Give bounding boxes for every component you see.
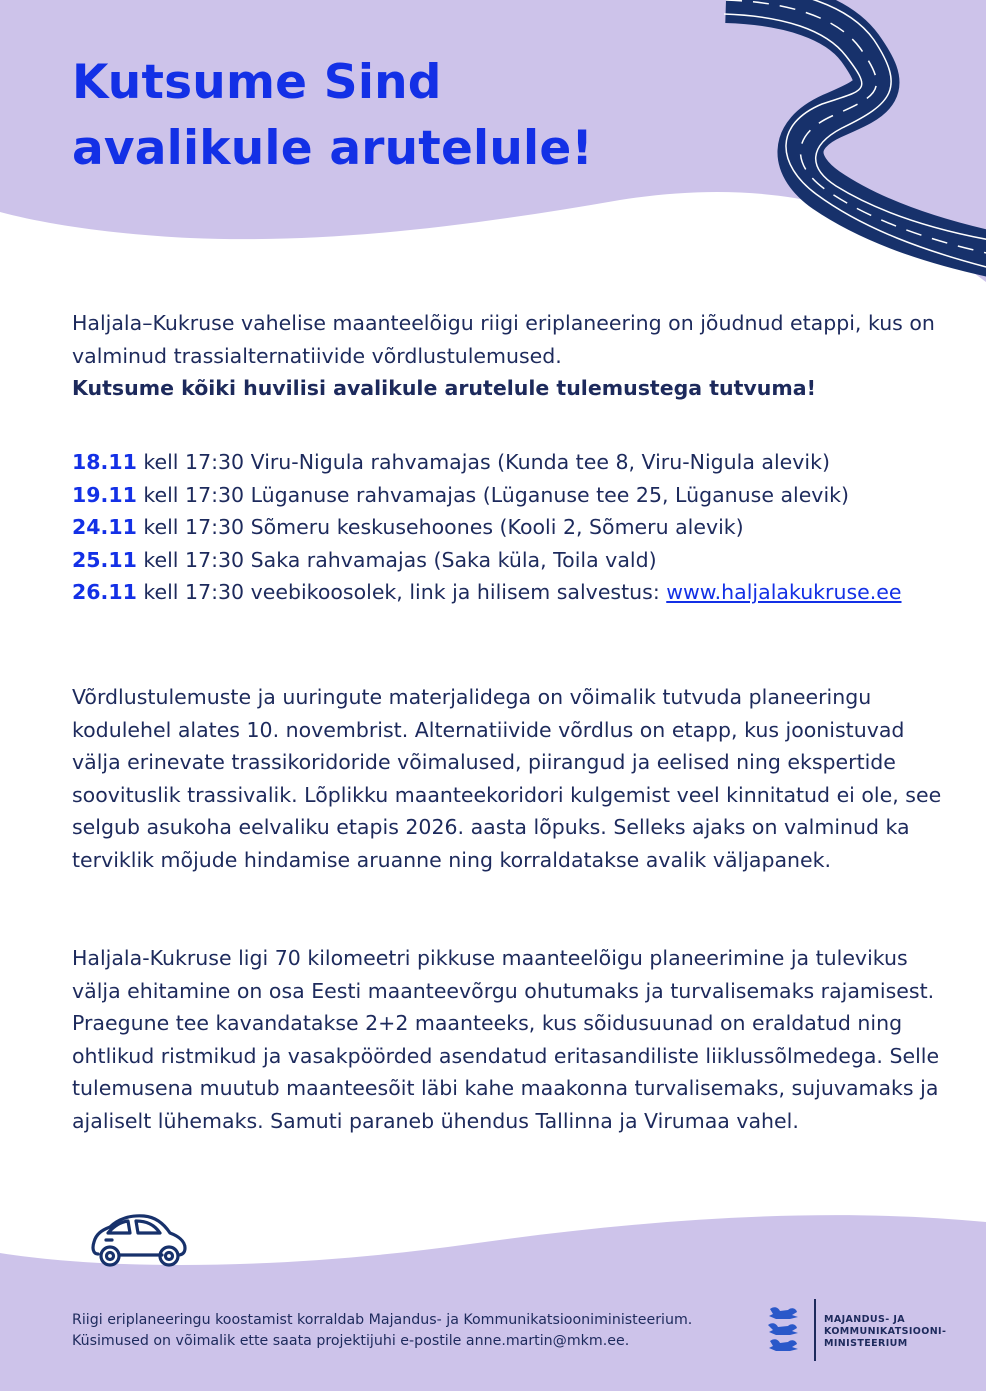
ministry-logo xyxy=(764,1297,964,1367)
paragraph-comparison xyxy=(72,681,952,876)
website-link[interactable]: www.haljalakukruse.ee xyxy=(666,580,902,604)
event-details: kell 17:30 Sõmeru keskusehoones (Kooli 2, Sõmeru alevik) xyxy=(136,515,744,539)
page-title xyxy=(72,50,593,182)
paragraph-road-plan xyxy=(72,942,952,1137)
car-icon xyxy=(90,1212,190,1270)
event-item xyxy=(72,544,952,577)
intro-section xyxy=(72,307,952,405)
footer-line-organizer: Riigi eriplaneeringu koostamist korraldab Majandus- ja Kommunikatsiooniministeerium. xyxy=(72,1312,693,1328)
event-details: kell 17:30 Viru-Nigula rahvamajas (Kunda tee 8, Viru-Nigula alevik) xyxy=(136,450,830,474)
logo-divider xyxy=(814,1299,816,1361)
event-date: 24.11 xyxy=(72,515,137,539)
title-line-1: Kutsume Sind xyxy=(72,55,442,110)
footer-info xyxy=(72,1310,692,1352)
event-date: 26.11 xyxy=(72,580,137,604)
intro-invitation: Kutsume kõiki huvilisi avalikule arutelule tulemustega tutvuma! xyxy=(72,376,816,400)
logo-line-1: MAJANDUS- JA xyxy=(824,1314,906,1325)
event-item xyxy=(72,446,952,479)
event-date: 18.11 xyxy=(72,450,137,474)
event-list xyxy=(72,446,952,609)
event-details: kell 17:30 veebikoosolek, link ja hilisem salvestus: xyxy=(136,580,667,604)
title-line-2: avalikule arutelule! xyxy=(72,121,594,176)
paragraph-text: Haljala-Kukruse ligi 70 kilomeetri pikkuse maanteelõigu planeerimine ja tulevikus välja ehitamine on osa Eesti maanteevõrgu ohutumaks ja turvalisemaks rajamisest. Praegune tee kavandatakse 2+2 maanteeks, kus sõidusuunad on eraldatud ning ohtlikud ristmikud ja vasakpöörded asendatud eritasandiliste liiklussõlmedega. Selle tulemusena muutub maanteesõit läbi kahe maakonna turvalisemaks, sujuvamaks ja ajaliselt lühemaks. Samuti paraneb ühendus Tallinna ja Virumaa vahel. xyxy=(72,946,940,1133)
coat-of-arms-icon xyxy=(764,1305,802,1355)
event-item xyxy=(72,576,952,609)
event-date: 19.11 xyxy=(72,482,137,507)
intro-text: Haljala–Kukruse vahelise maanteelõigu riigi eriplaneering on jõudnud etappi, kus on valminud trassialternatiivide võrdlustulemused. xyxy=(72,311,935,368)
logo-line-3: MINISTEERIUM xyxy=(824,1338,908,1349)
paragraph-text: Võrdlustulemuste ja uuringute materjalidega on võimalik tutvuda planeeringu kodulehel alates 10. novembrist. Alternatiivide võrdlus on etapp, kus joonistuvad välja erinevate trassikoridoride võimalused, piirangud ja eelised ning ekspertide soovituslik trassivalik. Lõplikku maanteekoridori kulgemist veel kinnitatud ei ole, see selgub asukoha eelvaliku etapis 2026. aasta lõpuks. Selleks ajaks on valminud ka terviklik mõjude hindamise aruanne ning korraldatakse avalik väljapanek. xyxy=(72,685,942,872)
event-item xyxy=(72,511,952,544)
footer-line-contact: Küsimused on võimalik ette saata projektijuhi e-postile anne.martin@mkm.ee. xyxy=(72,1333,630,1349)
event-date: 25.11 xyxy=(72,547,137,572)
event-details: kell 17:30 Lüganuse rahvamajas (Lüganuse tee 25, Lüganuse alevik) xyxy=(136,482,850,507)
event-item xyxy=(72,479,952,512)
logo-wordmark xyxy=(824,1314,946,1350)
event-details: kell 17:30 Saka rahvamajas (Saka küla, Toila vald) xyxy=(136,547,657,572)
logo-line-2: KOMMUNIKATSIOONI- xyxy=(824,1326,947,1337)
